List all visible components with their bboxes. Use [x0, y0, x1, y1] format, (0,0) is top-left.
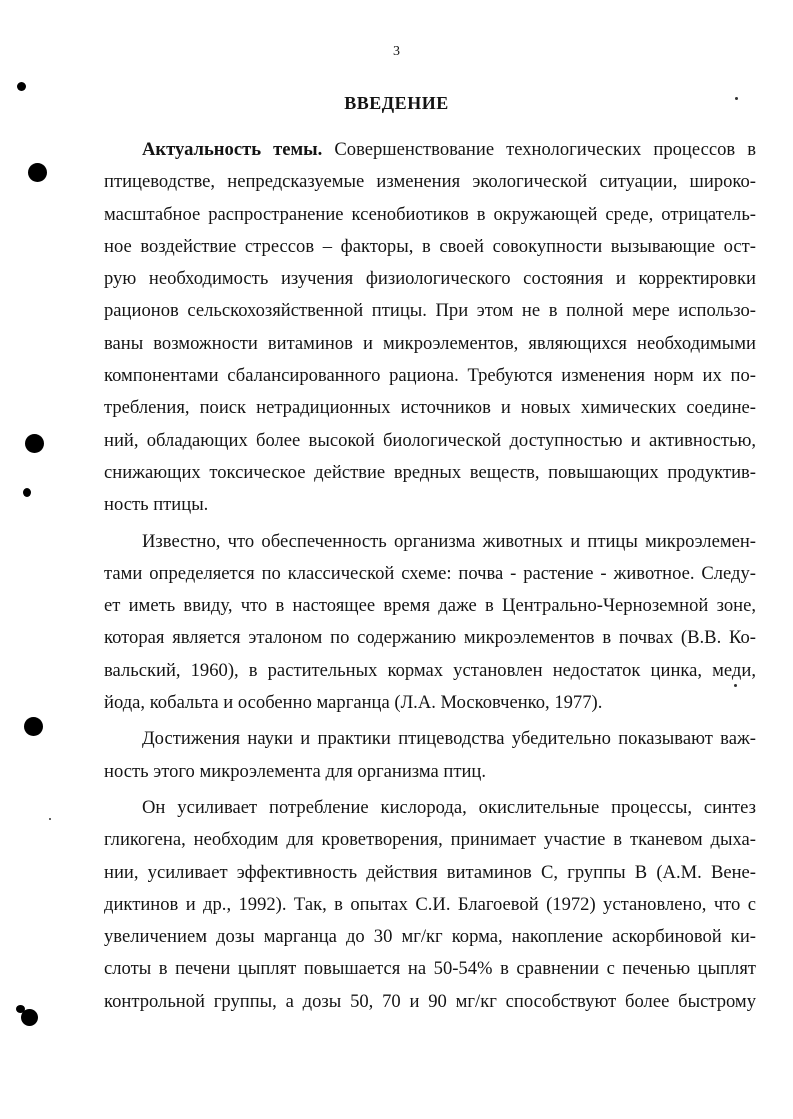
paragraph-microelements	[104, 526, 756, 720]
relevance-lead: Актуальность темы.	[142, 139, 323, 160]
text-line: рую необходимость изучения физиологического состояния и корректировки	[104, 268, 756, 290]
text-line: ность птицы.	[104, 494, 209, 516]
text-line: гликогена, необходим для кроветворения, принимает участие в тканевом дыха-	[104, 829, 756, 851]
text-line: тами определяется по классической схеме: почва - растение - животное. Следу-	[104, 562, 756, 584]
page-title: ВВЕДЕНИЕ	[344, 93, 449, 113]
text-line: йода, кобальта и особенно марганца (Л.А. Московченко, 1977).	[104, 692, 603, 714]
scan-speck	[734, 684, 737, 687]
punch-hole-dot	[28, 163, 47, 182]
text-line: увеличением дозы марганца до 30 мг/кг корма, накопление аскорбиновой ки-	[104, 926, 756, 948]
paragraph-relevance	[104, 134, 756, 522]
text-line: ваны возможности витаминов и микроэлементов, являющихся необходимыми	[104, 332, 756, 354]
punch-hole-dot	[17, 82, 26, 91]
text-line: масштабное распространение ксенобиотиков в окружающей среде, отрицатель-	[104, 203, 756, 225]
scan-speck	[49, 818, 51, 820]
punch-hole-dot	[16, 1005, 25, 1013]
text-line: компонентами сбалансированного рациона. Требуются изменения норм их по-	[104, 365, 756, 387]
text-line: Он усиливает потребление кислорода, окислительные процессы, синтез	[142, 796, 756, 818]
paragraph-achievements	[104, 723, 756, 788]
text-line: ность этого микроэлемента для организма птиц.	[104, 760, 487, 782]
paragraph-manganese	[104, 792, 756, 1018]
text-line: ет иметь ввиду, что в настоящее время даже в Центрально-Черноземной зоне,	[104, 595, 756, 617]
text-line: Известно, что обеспеченность организма животных и птицы микроэлемен-	[142, 530, 756, 552]
text-fragment: Совершенствование технологических процессов в	[322, 139, 756, 160]
text-line: которая является эталоном по содержанию микроэлементов в почвах (В.В. Ко-	[104, 627, 756, 649]
page-number: 3	[393, 44, 400, 59]
text-line: рационов сельскохозяйственной птицы. При этом не в полной мере использо-	[104, 300, 756, 322]
text-line: слоты в печени цыплят повышается на 50-54% в сравнении с печенью цыплят	[104, 958, 756, 980]
body-text	[104, 134, 756, 1018]
punch-hole-dot	[24, 717, 43, 736]
text-line: ний, обладающих более высокой биологической доступностью и активностью,	[104, 429, 756, 451]
text-line: вальский, 1960), в растительных кормах установлен недостаток цинка, меди,	[104, 659, 756, 681]
text-line: ное воздействие стрессов – факторы, в своей совокупности вызывающие ост-	[104, 235, 756, 257]
text-line: нии, усиливает эффективность действия витаминов С, группы В (А.М. Вене-	[104, 861, 756, 883]
text-line: Достижения науки и практики птицеводства убедительно показывают важ-	[142, 728, 756, 750]
punch-hole-dot	[23, 488, 31, 497]
text-line: требления, поиск нетрадиционных источников и новых химических соедине-	[104, 397, 756, 419]
text-line: снижающих токсическое действие вредных веществ, повышающих продуктив-	[104, 461, 756, 483]
scan-speck	[735, 97, 738, 100]
text-line: контрольной группы, а дозы 50, 70 и 90 мг/кг способствуют более быстрому	[104, 990, 756, 1012]
text-line: диктинов и др., 1992). Так, в опытах С.И. Благоевой (1972) установлено, что с	[104, 893, 756, 915]
text-line: птицеводстве, непредсказуемые изменения экологической ситуации, широко-	[104, 171, 756, 193]
punch-hole-dot	[25, 434, 44, 453]
text-line	[104, 134, 756, 166]
